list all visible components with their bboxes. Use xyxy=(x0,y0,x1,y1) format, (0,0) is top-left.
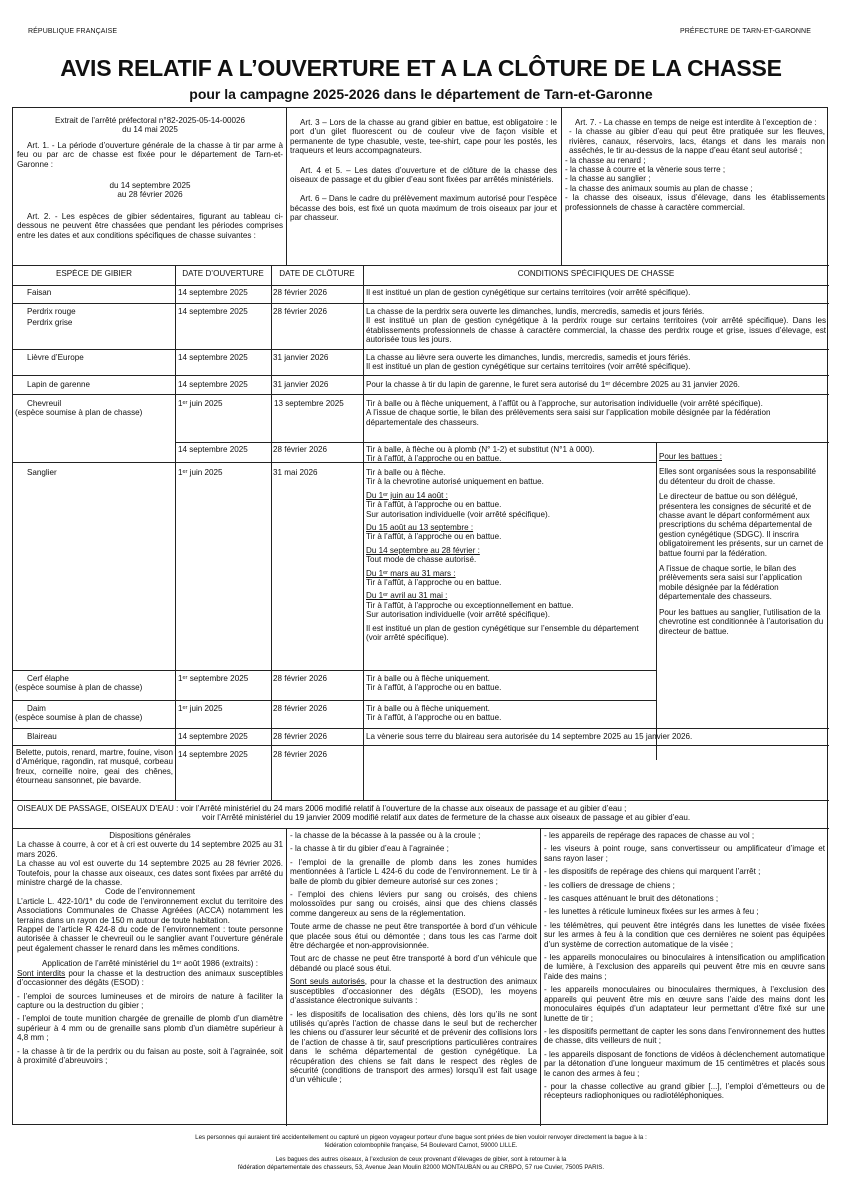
condition-line: Il est institué un plan de gestion cynégétique à la perdrix rouge sur certains territoires (voir arrêté spécifique). Dans les établissements professionnels de chasse à caractère commercial, la chasse des perdrix rouge et grise, issues d’élevage, est autorisée tous les jours. xyxy=(366,316,826,345)
paragraph: La chasse au vol est ouverte du 14 septembre 2025 au 28 février 2026. Toutefois, pour la chasse aux oiseaux, ces dates sont fixées par arrêté du ministre chargé de la chasse. xyxy=(17,859,283,888)
col-header-conditions: CONDITIONS SPÉCIFIQUES DE CHASSE xyxy=(517,269,675,278)
article-2: Art. 2. - Les espèces de gibier sédentaires, figurant au tableau ci-dessous ne peuvent être chassées que pendant les périodes comprises entre les dates et aux conditions spécifiques de chasse suivantes : xyxy=(17,211,283,240)
list-item: - les télémètres, qui peuvent être intégrés dans les lunettes de visée fixées sur les armes à feu à la condition que ces dernières ne soient pas équipées d’un système de correction automatique de la visée ; xyxy=(544,920,825,949)
snow-exception: - la chasse au sanglier ; xyxy=(565,174,651,184)
decree-date: du 14 mai 2025 xyxy=(122,125,178,135)
list-item: - les appareils monoculaires ou binoculaires thermiques, à l’exclusion des appareils qui peuvent être mis en œuvre sans l’aide des mains dont les monoculaires équipés d’un adaptateur leur permettant d’être fixé sur une lunette de tir ; xyxy=(544,985,825,1023)
list-item: - l’emploi de la grenaille de plomb dans les zones humides mentionnées à l’article L 424-6 du code de l’environnement. Le tir à balle de plomb du gibier demeure autorisé sur ces zones ; xyxy=(290,857,537,886)
list-item: - les casques atténuant le bruit des détonations ; xyxy=(544,894,719,904)
conditions xyxy=(366,445,654,464)
divider xyxy=(13,285,829,286)
closing-date: 28 février 2026 xyxy=(273,674,327,683)
divider xyxy=(561,108,562,265)
divider xyxy=(13,670,656,671)
list-item: - les appareils de repérage des rapaces de chasse au vol ; xyxy=(544,831,755,840)
snow-exception: - la chasse des oiseaux, issus d’élevage, dans les établissements professionnels de chasse à caractère commercial. xyxy=(565,193,825,212)
closing-date: 28 février 2026 xyxy=(273,288,327,297)
list-item: - pour la chasse collective au grand gibier [...], l’emploi d’émetteurs ou de récepteurs radiophoniques ou radiotéléphoniques. xyxy=(544,1081,825,1101)
opening-date: 14 septembre 2025 xyxy=(178,750,248,759)
species-note: (espèce soumise à plan de chasse) xyxy=(15,713,143,723)
battues-text: Le directeur de battue ou son délégué, présentera les consignes de sécurité et de chasse avant le départ conformément aux prescriptions du schéma départemental de gestion cynégétique (SDGC). Il inscrira obligatoirement les présents, sur un carnet de battue fourni par la fédération. xyxy=(659,492,824,558)
species-note: (espèce soumise à plan de chasse) xyxy=(15,408,143,418)
footer-line: Les personnes qui auraient tiré accidentellement ou capturé un pigeon voyageur porteur d’une bague sont priées de bien vouloir renvoyer directement la bague à la : xyxy=(195,1134,647,1141)
migratory-line: voir l’Arrêté ministériel du 19 janvier 2009 modifié relatif aux dates de fermeture de la chasse aux oiseaux de passage et au gibier d’eau. xyxy=(202,813,691,823)
condition-line: Tir à balle, à flèche ou à plomb (N° 1-2) et substitut (N°1 à 000). xyxy=(366,445,595,454)
divider xyxy=(175,265,176,800)
opening-date: 14 septembre 2025 xyxy=(178,307,248,316)
footer-line: fédération colombophile française, 54 Boulevard Carnot, 59000 LILLE. xyxy=(324,1142,518,1149)
battues-title: Pour les battues : xyxy=(659,452,722,461)
divider xyxy=(286,108,287,265)
intro-col-1 xyxy=(17,116,283,240)
divider xyxy=(656,442,657,760)
opening-date: 1ᵉʳ juin 2025 xyxy=(178,468,223,477)
article-6: Art. 6 – Dans le cadre du prélèvement maximum autorisé pour l’espèce bécasse des bois, est fixé un quota maximum de trois oiseaux par jour et par chasseur. xyxy=(290,194,557,223)
divider xyxy=(13,728,829,729)
intro-col-3 xyxy=(565,118,825,212)
divider xyxy=(13,828,829,829)
species-name: Cerf élaphe xyxy=(27,674,69,683)
paragraph: Tout arc de chasse ne peut être transporté à bord d’un véhicule que débandé ou placé sous étui. xyxy=(290,954,537,973)
opening-date: 14 septembre 2025 xyxy=(178,732,248,741)
condition-line: La chasse de la perdrix sera ouverte les dimanches, lundis, mercredis, samedis et jours fériés. xyxy=(366,307,705,316)
closing-date: 31 janvier 2026 xyxy=(273,353,329,362)
species-sanglier: Sanglier xyxy=(27,468,57,477)
conditions: Il est institué un plan de gestion cynégétique sur certains territoires (voir arrêté spécifique). xyxy=(366,288,691,297)
paragraph: Toute arme de chasse ne peut être transportée à bord d’un véhicule que placée sous étui ou démontée ; dans tous les cas l’arme doit être déchargée et non-approvisionnée. xyxy=(290,922,537,951)
divider xyxy=(13,349,829,350)
divider xyxy=(540,828,541,1126)
condition-line: Tir à l’affût, à l’approche ou exceptionnellement en battue. xyxy=(366,600,574,610)
footer-line: fédération départementale des chasseurs, 53, Avenue Jean Moulin 82000 MONTAUBAN ou au CRBPO, 57 rue Cuvier, 75005 PARIS. xyxy=(237,1164,605,1171)
paragraph: L’article L. 422-10/1° du code de l’environnement exclut du territoire des Associations Communales de Chasse Agréées (ACCA) notamment les terrains dans un rayon de 150 m autour de toute habitation. xyxy=(17,896,283,925)
list-item: - la chasse à tir de la perdrix ou du faisan au poste, soit à l’agrainée, soit à proximité d’abreuvoirs ; xyxy=(17,1046,283,1065)
snow-exception: - la chasse au gibier d’eau qui peut être pratiquée sur les fleuves, rivières, canaux, réservoirs, lacs, étangs et dans les marais non asséchés, le tir au-dessus de la nappe d’eau étant seul autorisé ; xyxy=(569,127,825,156)
list-item: - la chasse à tir du gibier d’eau à l’agrainée ; xyxy=(290,844,449,854)
opening-date: 14 septembre 2025 xyxy=(178,353,248,362)
divider xyxy=(13,800,829,801)
opening-date: 1ᵉʳ septembre 2025 xyxy=(178,674,249,683)
closing-date: 28 février 2026 xyxy=(273,732,327,741)
article-4-5: Art. 4 et 5. – Les dates d’ouverture et de clôture de la chasse des oiseaux de passage et du gibier d’eau sont fixées par arrêtés ministériels. xyxy=(290,165,557,185)
condition-line: A l’issue de chaque sortie, le bilan des prélèvements sera saisi sur l’application mobile désignée par la fédération départementale des chasseurs. xyxy=(366,408,771,427)
header-republique: RÉPUBLIQUE FRANÇAISE xyxy=(28,28,118,35)
list-item: - la chasse de la bécasse à la passée ou à la croule ; xyxy=(290,831,481,840)
condition-line: La chasse au lièvre sera ouverte les dimanches, lundis, mercredis, samedis et jours fériés. xyxy=(366,353,691,362)
period-heading: Du 1ᵉʳ avril au 31 mai : xyxy=(366,591,448,601)
condition-line: Tir à l’affût, à l’approche ou en battue. xyxy=(366,532,502,542)
condition-line: Sur autorisation individuelle (voir arrêté spécifique). xyxy=(366,610,550,620)
condition-line: Tir à balle ou à flèche uniquement. xyxy=(366,704,490,713)
species-note: (espèce soumise à plan de chasse) xyxy=(15,683,143,693)
battues-text: A l’issue de chaque sortie, le bilan des prélèvements sera saisi sur l’application mobile désignée par la fédération départementale des chasseurs. xyxy=(659,564,803,602)
migratory-birds-note xyxy=(17,804,825,823)
snow-exception: - la chasse des animaux soumis au plan de chasse ; xyxy=(565,183,753,193)
bottom-col-1 xyxy=(17,831,283,1065)
footer-line: Les bagues des autres oiseaux, à l’exclusion de ceux provenant d’élevages de gibier, sont à retourner à la xyxy=(275,1156,567,1163)
footer-pigeon xyxy=(0,1134,842,1150)
condition-line: Il est institué un plan de gestion cynégétique sur certains territoires (voir arrêté spécifique). xyxy=(366,362,691,372)
species-name: Daim xyxy=(27,704,46,713)
opening-date: 14 septembre 2025 xyxy=(178,380,248,389)
species-chevreuil xyxy=(15,399,173,418)
bottom-col-2 xyxy=(290,831,537,1085)
underlined-term: Sont interdits xyxy=(17,968,66,978)
paragraph: Rappel de l’article R 424-8 du code de l’environnement : toute personne autorisée à chasser le chevreuil ou le sanglier avant l’ouverture générale peut également chasser le renard dans les mêmes conditions. xyxy=(17,925,283,953)
opening-date: 14 septembre 2025 xyxy=(178,445,248,454)
divider xyxy=(13,700,656,701)
species-other: Belette, putois, renard, martre, fouine, vison d’Amérique, ragondin, rat musqué, corbeau freux, corneille noire, geai des chênes, étourneau sansonnet, pie bavarde. xyxy=(16,748,173,786)
divider xyxy=(271,265,272,800)
opening-date: 14 septembre 2025 xyxy=(178,288,248,297)
species-lapin: Lapin de garenne xyxy=(27,380,91,389)
divider xyxy=(13,265,829,266)
divider xyxy=(13,303,829,304)
list-item: - les lunettes à réticule lumineux fixées sur les armes à feu ; xyxy=(544,907,759,917)
conditions: Pour la chasse à tir du lapin de garenne, le furet sera autorisé du 1ᵉʳ décembre 2025 au 31 janvier 2026. xyxy=(366,380,740,389)
battues-text: Elles sont organisées sous la responsabilité du détenteur du droit de chasse. xyxy=(659,467,817,486)
species-lievre: Lièvre d’Europe xyxy=(27,353,84,362)
decree-ref: Extrait de l’arrêté préfectoral n°82-2025-05-14-00026 xyxy=(55,116,245,125)
condition-line: Tir à l’affût, à l’approche ou en battue. xyxy=(366,454,502,464)
list-item: - l’emploi de toute munition chargée de grenaille de plomb d’un diamètre supérieur à 4 mm ou de grenaille sans plomb d’un diamètre supérieur à 4,8 mm ; xyxy=(17,1014,283,1043)
condition-line: Sur autorisation individuelle (voir arrêté spécifique). xyxy=(366,509,550,519)
closing-date: 28 février 2026 xyxy=(273,307,327,316)
closing-date: 31 mai 2026 xyxy=(273,468,318,477)
condition-line: Tir à l’affût, à l’approche ou en battue. xyxy=(366,500,502,510)
snow-exception: - la chasse à courre et la vènerie sous terre ; xyxy=(565,165,726,175)
species-daim xyxy=(15,704,173,723)
underlined-term: Sont seuls autorisés xyxy=(290,977,365,987)
bottom-col-3 xyxy=(544,831,825,1101)
paragraph xyxy=(17,969,283,988)
list-item: - l’emploi des chiens léviers pur sang ou croisés, des chiens molossoïdes pur sang ou croisés, ainsi que des chiens classés comme dangereux au sens de la réglementation. xyxy=(290,890,537,918)
species-cerf xyxy=(15,674,173,693)
paragraph-rest: pour la chasse et la destruction des animaux susceptibles d’occasionner des dégâts (ESOD) : xyxy=(17,968,283,988)
paragraph: La chasse à courre, à cor et à cri est ouverte du 14 septembre 2025 au 31 mars 2026. xyxy=(17,840,283,859)
list-item: - les dispositifs permettant de capter les sons dans l’environnement des huttes de chasse, dits veilleurs de nuit ; xyxy=(544,1026,825,1046)
closing-date: 13 septembre 2025 xyxy=(274,399,344,408)
snow-exception: - la chasse au renard ; xyxy=(565,155,646,165)
notice-frame xyxy=(12,107,828,1125)
opening-date: 1ᵉʳ juin 2025 xyxy=(178,704,223,713)
page-title: AVIS RELATIF A L’OUVERTURE ET A LA CLÔTURE DE LA CHASSE xyxy=(60,55,782,81)
closing-date: 28 février 2026 xyxy=(273,704,327,713)
species-name: Perdrix grise xyxy=(27,318,73,328)
section-title: Dispositions générales xyxy=(109,831,191,840)
col-header-closing: DATE DE CLÔTURE xyxy=(279,269,355,278)
species-faisan: Faisan xyxy=(27,288,52,297)
conditions xyxy=(366,468,654,643)
divider xyxy=(363,265,364,800)
conditions xyxy=(366,399,826,427)
conditions xyxy=(366,704,654,723)
divider xyxy=(286,828,287,1126)
opening-date: du 14 septembre 2025 xyxy=(109,181,191,191)
conditions: La vènerie sous terre du blaireau sera autorisée du 14 septembre 2025 au 15 janvier 2026. xyxy=(366,732,693,741)
section-title: Code de l’environnement xyxy=(105,887,195,897)
list-item: - les dispositifs de localisation des chiens, dès lors qu’ils ne sont utilisés qu’après l’action de chasse dans le seul but de rechercher les chiens ou d’assurer leur sécurité et de prévenir des collisions lors de l’action de chasse à tir, sauf prescriptions particulières contraires dans le schéma départemental de gestion cynégétique. La récupération des chiens se fait dans le respect des règles de sécurité (conditions de transport des armes) lorsqu’il est fait usage d’un véhicule ; xyxy=(290,1009,537,1085)
header-prefecture: PRÉFECTURE DE TARN-ET-GARONNE xyxy=(680,28,811,35)
conditions xyxy=(366,353,826,372)
list-item: - les colliers de dressage de chiens ; xyxy=(544,880,675,890)
divider xyxy=(13,375,829,376)
period-heading: Du 1ᵉʳ juin au 14 août : xyxy=(366,490,448,500)
paragraph xyxy=(290,977,537,1005)
conditions xyxy=(366,674,654,693)
condition-line: Tir à la chevrotine autorisé uniquement en battue. xyxy=(366,477,544,487)
closing-date: 31 janvier 2026 xyxy=(273,380,329,389)
list-item: - les viseurs à point rouge, sans convertisseur ou amplificateur d’image et sans rayon laser ; xyxy=(544,844,825,863)
divider xyxy=(13,745,829,746)
conditions xyxy=(366,307,826,345)
battues-box xyxy=(659,452,825,636)
condition-line: Tir à balle ou à flèche. xyxy=(366,468,446,477)
period-heading: Du 1ᵉʳ mars au 31 mars : xyxy=(366,568,456,578)
list-item: - les appareils disposant de fonctions de vidéos à déclenchement automatique par la détonation d’une longueur maximum de 15 centimètres et placés sous le canon des armes à feu ; xyxy=(544,1049,825,1078)
closing-date: 28 février 2026 xyxy=(273,445,327,454)
condition-line: Tir à balle ou à flèche uniquement, à l’affût ou à l’approche, sur autorisation individuelle (voir arrêté spécifique). xyxy=(366,399,763,408)
opening-date: 1ᵉʳ juin 2025 xyxy=(178,399,223,408)
page-subtitle: pour la campagne 2025-2026 dans le département de Tarn-et-Garonne xyxy=(189,86,653,102)
article-3: Art. 3 – Lors de la chasse au grand gibier en battue, est obligatoire : le port d’un gilet fluorescent ou de couleur vive de façon visible et permanente de type chasuble, veste, tee-shirt, cape pour les postés, les traqueurs et leurs accompagnateurs. xyxy=(290,118,557,156)
divider xyxy=(13,394,829,395)
condition-line: Tout mode de chasse autorisé. xyxy=(366,555,477,565)
list-item: - les dispositifs de repérage des chiens qui marquent l’arrêt ; xyxy=(544,867,761,877)
battues-text: Pour les battues au sanglier, l’utilisation de la chevrotine est conditionnée à l’autorisation du directeur de battue. xyxy=(659,607,824,636)
list-item: - l’emploi de sources lumineuses et de miroirs de nature à faciliter la capture ou la destruction du gibier ; xyxy=(17,991,283,1010)
condition-line: Tir à l’affût, à l’approche ou en battue. xyxy=(366,578,502,588)
article-1: Art. 1. - La période d’ouverture générale de la chasse à tir par arme à feu ou par arc de chasse est fixée pour le département de Tarn-et-Garonne : xyxy=(17,140,283,169)
period-heading: Du 15 août au 13 septembre : xyxy=(366,523,474,533)
list-item: - les appareils monoculaires ou binoculaires à intensification ou amplification de lumière, à l’exclusion des appareils qui peuvent être mis en œuvre sans l’aide des mains ; xyxy=(544,953,825,981)
condition-line: Tir à balle ou à flèche uniquement. xyxy=(366,674,490,683)
closing-date: au 28 février 2026 xyxy=(117,190,183,200)
divider xyxy=(175,442,829,443)
intro-col-2 xyxy=(290,118,557,223)
footer-rings xyxy=(0,1156,842,1172)
condition-line: Il est institué un plan de gestion cynégétique sur l’ensemble du département (voir arrêté spécifique). xyxy=(366,623,639,643)
closing-date: 28 février 2026 xyxy=(273,750,327,759)
species-name: Perdrix rouge xyxy=(27,307,76,316)
species-name: Chevreuil xyxy=(27,399,62,408)
migratory-line: OISEAUX DE PASSAGE, OISEAUX D’EAU : voir l’Arrêté ministériel du 24 mars 2006 modifié relatif à l’ouverture de la chasse aux oiseaux de passage et au gibier d’eau ; xyxy=(17,804,627,813)
section-title: Application de l’arrêté ministériel du 1ᵉʳ août 1986 (extraits) : xyxy=(42,959,258,969)
col-header-opening: DATE D’OUVERTURE xyxy=(182,269,264,278)
condition-line: Tir à l’affût, à l’approche ou en battue. xyxy=(366,713,502,723)
article-7: Art. 7. - La chasse en temps de neige est interdite à l’exception de : xyxy=(575,118,817,127)
species-blaireau: Blaireau xyxy=(27,732,57,741)
species-perdrix xyxy=(27,307,172,328)
col-header-species: ESPÈCE DE GIBIER xyxy=(55,269,132,278)
condition-line: Tir à l’affût, à l’approche ou en battue. xyxy=(366,683,502,693)
period-heading: Du 14 septembre au 28 février : xyxy=(366,545,480,555)
paragraph-rest: , pour la chasse et la destruction des animaux susceptibles d’occasionner des dégâts (ESOD), les moyens d’assistance électronique suivants : xyxy=(290,977,537,1006)
